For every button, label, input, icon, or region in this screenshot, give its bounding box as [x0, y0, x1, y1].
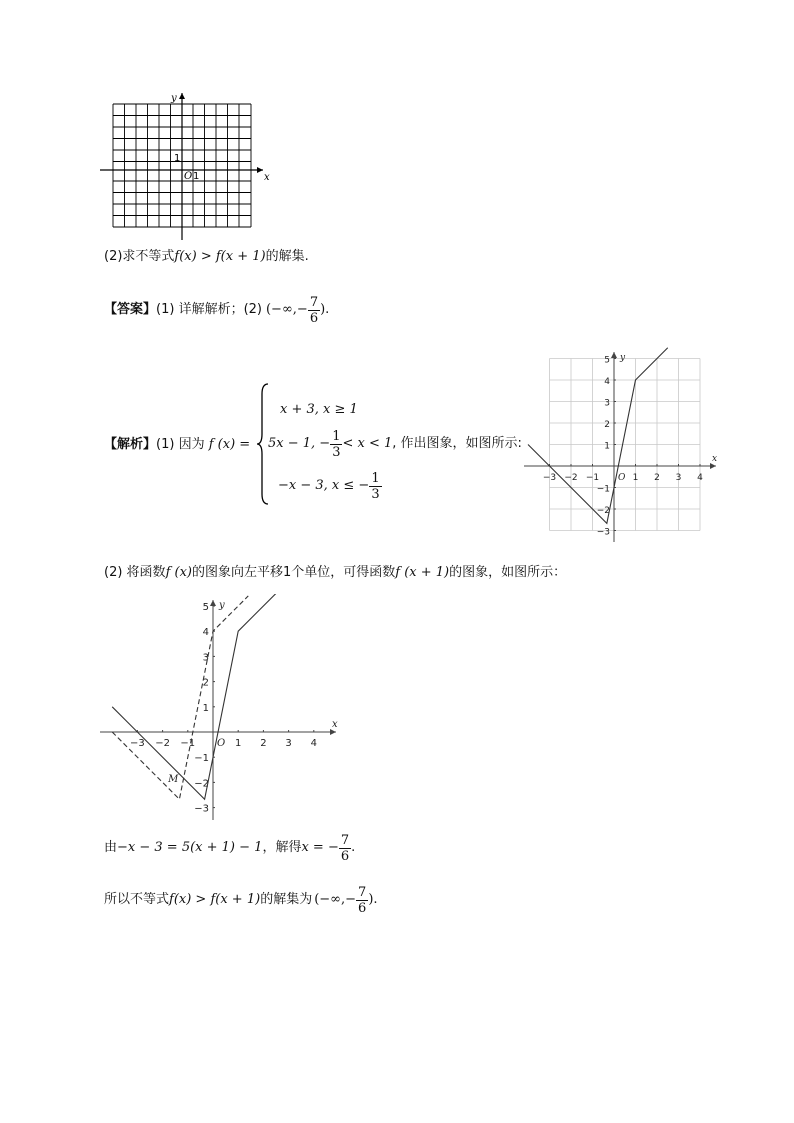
x-tick-label: 3	[675, 473, 682, 483]
answer-interval-left: (−∞,−	[265, 302, 308, 317]
x-tick-label: 2	[654, 473, 660, 483]
case2-den: 3	[332, 444, 341, 460]
conclusion-interval-right: ).	[368, 892, 378, 907]
solve-fraction	[339, 833, 351, 864]
step2-b: 的图象向左平移1个单位，可得函数	[191, 565, 396, 580]
conclusion-fraction	[356, 885, 368, 916]
x-tick-label: 2	[260, 738, 267, 749]
y-tick-label: 4	[202, 627, 209, 639]
series-f-shifted	[112, 596, 248, 799]
step2-fx: f (x)	[165, 565, 192, 580]
case3-a: −x − 3, x ≤ −	[278, 478, 370, 493]
conclusion-prefix: 所以不等式	[104, 892, 170, 907]
point-m-label: M	[168, 773, 179, 785]
analysis-fx: f (x) =	[208, 437, 251, 452]
series-f	[528, 348, 668, 524]
y-tick-label: 1	[604, 441, 610, 452]
case2-b: < x < 1	[342, 436, 393, 451]
y-tick-label: 2	[604, 420, 610, 430]
solve-x: x = −	[301, 840, 339, 855]
part2-suffix: 的解集.	[265, 249, 309, 264]
y-tick-label: −2	[194, 778, 209, 790]
answer-interval-right: ).	[320, 302, 330, 317]
x-tick-label: −1	[585, 473, 600, 483]
x-tick-label: −1	[180, 738, 196, 749]
analysis-text: (1) 因为	[156, 437, 205, 452]
solve-equation: −x − 3 = 5(x + 1) − 1	[117, 840, 263, 855]
y-axis-label: y	[219, 600, 225, 611]
y-axis-label: y	[620, 353, 626, 363]
x-axis-label: x	[712, 454, 718, 464]
part2-question	[104, 248, 309, 266]
y-tick-label: 5	[202, 602, 209, 613]
case2-num: 1	[332, 428, 341, 444]
x-tick-label: 4	[310, 738, 317, 749]
solve-line	[104, 830, 355, 866]
x-axis-label: x	[332, 719, 338, 730]
analysis-after: , 作出图象，如图所示:	[392, 436, 522, 451]
graph-f	[524, 346, 724, 542]
x-tick-label: 1	[632, 473, 639, 483]
x-tick-label: −2	[155, 738, 170, 749]
case3-num: 1	[371, 470, 380, 486]
x-tick-label: 3	[285, 738, 292, 749]
conclusion-inequality: f(x) > f(x + 1)	[169, 892, 261, 907]
conclusion-num: 7	[358, 884, 367, 900]
solve-prefix: 由	[104, 840, 118, 855]
step2-fx1: f (x + 1)	[395, 565, 450, 580]
y-tick-label: −3	[596, 527, 610, 538]
y-tick-label: −1	[596, 484, 610, 495]
analysis-tag: 【解析】	[104, 437, 157, 452]
conclusion-mid: 的解集为	[260, 892, 313, 907]
part2-inequality: f(x) > f(x + 1)	[174, 249, 266, 264]
analysis-lead	[104, 436, 250, 454]
solve-end: .	[351, 840, 356, 855]
grid1-one-y: 1	[174, 153, 181, 164]
solve-num: 7	[340, 832, 350, 848]
series-f	[112, 594, 276, 799]
y-tick-label: 1	[202, 702, 209, 714]
origin-label: O	[618, 473, 626, 483]
case3-den: 3	[371, 486, 380, 502]
conclusion-line	[104, 882, 378, 918]
y-tick-label: 3	[202, 652, 209, 664]
part2-prefix: (2)求不等式	[104, 249, 175, 264]
answer-den: 6	[309, 310, 319, 326]
solve-den: 6	[340, 848, 350, 864]
y-tick-label: 4	[604, 377, 610, 387]
y-tick-label: −1	[194, 753, 209, 765]
y-axis-arrow	[210, 600, 216, 606]
step2-c: 的图象，如图所示：	[449, 565, 567, 580]
step2-text	[104, 564, 566, 582]
grid1-x-label: x	[264, 172, 270, 183]
case1: x + 3, x ≥ 1	[280, 402, 358, 417]
grid1-origin: O	[184, 171, 193, 182]
y-tick-label: 2	[202, 677, 209, 689]
x-tick-label: 4	[697, 473, 703, 483]
solve-mid: ，解得	[262, 840, 302, 855]
y-axis-arrow	[611, 352, 617, 358]
case3	[278, 468, 382, 504]
case2	[268, 426, 522, 462]
answer-text: (1) 详解解析；(2)	[156, 302, 262, 317]
x-tick-label: −2	[564, 473, 578, 483]
conclusion-interval-left: (−∞,−	[314, 892, 357, 907]
case2-fraction	[330, 429, 342, 460]
graph-f-and-shift	[98, 594, 342, 822]
answer-tag: 【答案】	[104, 302, 157, 317]
case3-fraction	[369, 471, 381, 502]
x-tick-label: −3	[130, 738, 145, 749]
grid1-y-label: y	[171, 93, 177, 104]
x-tick-label: 1	[235, 738, 242, 749]
blank-coordinate-grid	[98, 90, 278, 242]
step2-a: (2) 将函数	[104, 565, 166, 580]
origin-label: O	[217, 738, 226, 749]
y-tick-label: 3	[604, 398, 610, 409]
case2-a: 5x − 1, −	[268, 436, 331, 451]
y-tick-label: −2	[596, 506, 610, 516]
x-tick-label: −3	[542, 473, 557, 483]
answer-fraction	[308, 295, 320, 326]
grid1-one-x: 1	[193, 171, 200, 182]
answer-num: 7	[309, 294, 319, 310]
y-tick-label: 5	[604, 355, 610, 366]
y-tick-label: −3	[194, 803, 209, 815]
answer-line	[104, 292, 329, 328]
conclusion-den: 6	[358, 900, 367, 916]
